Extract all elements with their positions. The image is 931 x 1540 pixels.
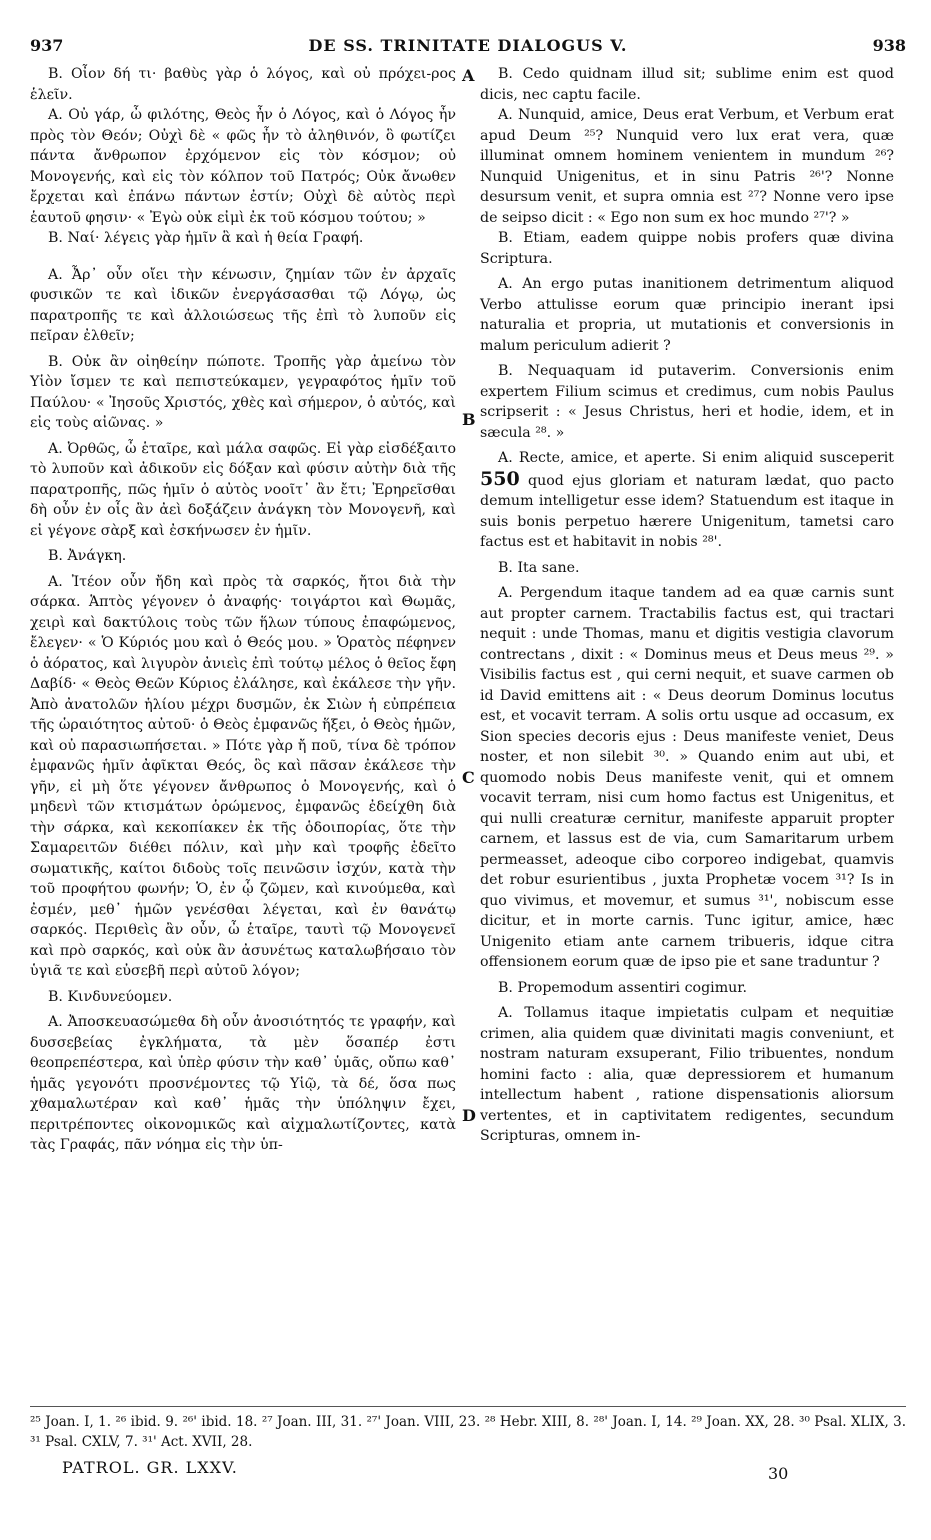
latin-text: A. Recte, amice, et aperte. Si enim aliquid susceperit [498, 450, 894, 466]
section-marker-a: A [462, 66, 475, 85]
running-header [30, 36, 906, 60]
running-title: DE SS. TRINITATE DIALOGUS V. [308, 36, 628, 55]
greek-paragraph: A. Ἀποσκευασώμεθα δὴ οὖν ἀνοσιότητός τε γραφήν, καὶ δυσσεβείας ἐγκλήματα, τὰ μὲν ὅσαπέρ ἐστι θεοπρεπέστερα, καὶ ὑπὲρ φύσιν τὴν καθ᾽ ὑμᾶς, οὔπω καθ᾽ ἡμᾶς γεγονότι προσνέμοντες τῷ Υἱῷ, τὰ δέ, ὅσα πως χθαμαλωτέραν καὶ καθ᾽ ἡμᾶς τὴν ὑπόληψιν ἔχει, περιτρέποντες οἰκονομικῶς καὶ αἰχμαλωτίζοντες, κατὰ τὰς Γραφάς, πᾶν νόημα εἰς τὴν ὑπ- [30, 1014, 456, 1153]
greek-paragraph: B. Ἀνάγκη. [48, 548, 127, 564]
footnote-rule [30, 1406, 906, 1407]
latin-paragraph: A. An ergo putas inanitionem detrimentum aliquod Verbo attulisse eorum quæ principio inerant ipsi naturalia et propria, ut mutationis et conversionis in malum periculum adierit ? [480, 276, 894, 354]
greek-paragraph: A. Ἰτέον οὖν ἤδη καὶ πρὸς τὰ σαρκός, ἤτοι διὰ τὴν σάρκα. Ἁπτὸς γέγονεν ὁ ἀναφής· τοιγάρτοι καὶ Θωμᾶς, χειρὶ καὶ δακτύλοις τοὺς τῶν ἥλων τύπους ἐπαφώμενος, ἔλεγεν· « Ὁ Κύριός μου καὶ ὁ Θεός μου. » Ὁρατὸς πέφηνεν ὁ ἀόρατος, καὶ λιγυρὸν ἀνιεὶς ἐπὶ τούτῳ μέλος ὁ θεῖος ἔφη Δαβίδ· « Θεὸς Θεῶν Κύριος ἐλάλησε, καὶ ἐκάλεσε τὴν γῆν. Ἀπὸ ἀνατολῶν ἡλίου μέχρι δυσμῶν, ἐκ Σιὼν ἡ εὐπρέπεια τῆς ὡραιότητος αὐτοῦ· ὁ Θεὸς ἐμφανῶς ἥξει, ὁ Θεὸς ἡμῶν, καὶ οὐ παρασιωπήσεται. » Πότε γὰρ ἤ ποῦ, τίνα δὲ τρόπον ἐμφανῶς ἡμῖν ἀφῖκται Θεός, ὃς καὶ πᾶσαν ἐκάλεσε τὴν γῆν, εἰ μὴ ὅτε γέγονεν ἄνθρωπος ὁ Μονογενής, καὶ ὁ μηδενὶ τῶν κτισμάτων ὁρώμενος, ἐμφανῶς ἐδείχθη διὰ τὴν σάρκα, καὶ κεκοπίακεν ἐκ τῆς ὁδοιπορίας, ὅτε τὴν Σαμαρειτῶν διέθει πόλιν, καὶ μὴν καὶ τροφῆς ἐδεῖτο σωματικῆς, καίτοι διδοὺς τοῖς πεινῶσιν ἰσχύν, κατὰ τὴν τοῦ προφήτου φωνήν; Ὁ, ἐν ᾧ ζῶμεν, καὶ κινούμεθα, καὶ ἐσμέν, μεθ᾽ ἡμῶν γενέσθαι λέγεται, καὶ ἐν θανάτῳ σαρκός. Περιθεὶς ἂν οὖν, ὦ ἑταῖρε, ταυτὶ τῷ Μονογενεῖ καὶ πρὸ σαρκός, καὶ οὐκ ἂν ἀσυνέτως καταλωβήσαιο τὸν ὑγιᾶ τε καὶ εὐσεβῆ περὶ αὐτοῦ λόγον; [30, 573, 456, 979]
latin-paragraph: A. Tollamus itaque impietatis culpam et nequitiæ crimen, alia quidem quæ divinitati magis conveniunt, et nostram naturam exsuperant, Filio tribuentes, nondum homini facto : alia, quæ depressiorem et humanum intellectum habent , ratione dispensationis aliorsum vertentes, et in captivitatem redigentes, secundum Scripturas, omnem in- [480, 1005, 894, 1144]
latin-text: quod ejus gloriam et naturam lædat, quo pacto demum intelligetur esse idem? Statuendum est itaque in suis bonis perpetuo hærere Unigenitum, tametsi caro factus est et habitavit in nobis ²⁸'. [480, 472, 895, 550]
latin-paragraph: A. Nunquid, amice, Deus erat Verbum, et Verbum erat apud Deum ²⁵? Nunquid vero lux erat vera, quæ illuminat omnem hominem venientem in mundum ²⁶? Nunquid Unigenitus, et in sinu Patris ²⁶'? Nonne desursum venit, et supra omnia est ²⁷? Nonne vero ipse de seipso dicit : « Ego non sum ex hoc mundo ²⁷'? » [480, 107, 894, 226]
latin-paragraph: B. Nequaquam id putaverim. Conversionis enim expertem Filium scimus et credimus, cum nobis Paulus scripserit : « Jesus Christus, heri et hodie, idem, et in sæcula ²⁸. » [480, 363, 894, 441]
section-marker-d: D [462, 1106, 476, 1125]
greek-paragraph: B. Ναί· λέγεις γὰρ ἡμῖν ἃ καὶ ἡ θεία Γραφή. [48, 230, 364, 246]
page-number-left: 937 [30, 36, 64, 55]
latin-paragraph: A. Pergendum itaque tandem ad ea quæ carnis sunt aut propter carnem. Tractabilis factus est, qui tractari nequit : unde Thomas, manu et digitis vestigia clavorum contrectans , dixit : « Dominus meus et Deus meus ²⁹. » Visibilis factus est , qui cerni nequit, et suave carmen ob id David emittens ait : « Deus deorum Dominus locutus est, et vocavit terram. A solis ortu usque ad occasum, ex Sion species decoris ejus : Deus manifeste veniet, Deus noster, et non silebit ³⁰. » Quando enim aut ubi, et quomodo nobis Deus manifeste venit, qui et omnem vocavit terram, nisi cum homo factus est Unigenitus, et qui nulli creaturæ cernitur, manifeste apparuit propter carnem, et lassus est de via, cum Samaritarum urbem permeasset, adeoque cibo corporeo indigebat, quamvis det robur esurientibus , juxta Prophetæ vocem ³¹? Is in quo vivimus, et movemur, et sumus ³¹', nobiscum esse dicitur, et in morte carnis. Tunc igitur, amice, hæc Unigenito etiam ante carnem tribueris, idque citra offensionem eorum quæ de ipso pie et sane traduntur ? [480, 585, 894, 970]
greek-paragraph: A. Οὐ γάρ, ὦ φιλότης, Θεὸς ἦν ὁ Λόγος, καὶ ὁ Λόγος ἦν πρὸς τὸν Θεόν; Οὐχὶ δὲ « φῶς ἦν τὸ ἀληθινόν, ὃ φωτίζει πάντα ἄνθρωπον ἐρχόμενον εἰς τὸν κόσμον; οὐ Μονογενής, καὶ εἰς τὸν κόλπον τοῦ Πατρός; Οὐκ ἄνωθεν ἔρχεται καὶ ἐπάνω πάντων ἐστίν; Οὐχὶ δὲ αὐτὸς περὶ ἑαυτοῦ φησιν· « Ἐγὼ οὐκ εἰμὶ ἐκ τοῦ κόσμου τούτου; » [30, 107, 456, 226]
latin-paragraph: B. Etiam, eadem quippe nobis profers quæ divina Scriptura. [480, 230, 894, 267]
greek-paragraph: B. Οἶον δή τι· βαθὺς γὰρ ὁ λόγος, καὶ οὐ πρόχει-ρος ἑλεῖν. [30, 66, 456, 103]
latin-paragraph [480, 448, 894, 553]
signature-number: 30 [768, 1464, 789, 1483]
section-marker-b: B [462, 410, 476, 429]
greek-column [30, 64, 456, 1156]
latin-paragraph: B. Cedo quidnam illud sit; sublime enim est quod dicis, nec captu facile. [480, 66, 894, 103]
latin-column [480, 64, 894, 1147]
section-marker-c: C [462, 768, 475, 787]
series-title: PATROL. GR. LXXV. [62, 1458, 238, 1477]
latin-paragraph: B. Ita sane. [498, 559, 580, 576]
greek-paragraph: A. Ὀρθῶς, ὦ ἑταῖρε, καὶ μάλα σαφῶς. Εἰ γὰρ εἰσδέξαιτο τὸ λυποῦν καὶ ἀδικοῦν εἰς δόξαν καὶ φύσιν αὐτὴν διὰ τῆς παρατροπῆς, πῶς ἡμῖν ὁ αὐτὸς νοοῖτ᾽ ἂν ἔτι; Ἐρηρεῖσθαι δὴ οὖν ἐν οἷς ἂν ἀεὶ δοξάζειν ἀνάγκη τὸν Μονογενῆ, καὶ εἰ γέγονε σὰρξ καὶ ἐσκήνωσεν ἐν ἡμῖν. [30, 440, 456, 539]
page-number-right: 938 [872, 36, 906, 55]
greek-paragraph: A. Ἆρ᾽ οὖν οἴει τὴν κένωσιν, ζημίαν τῶν ἐν ἀρχαῖς φυσικῶν τε καὶ ἰδικῶν ἐνεργάσασθαι τῷ Λόγῳ, ὡς παρατροπῆς τε καὶ ἀλλοιώσεως τῆς ἐπὶ τὸ λυποῦν εἰς πεῖραν ἐλθεῖν; [30, 266, 456, 344]
greek-paragraph: B. Οὐκ ἂν οἰηθείην πώποτε. Τροπῆς γὰρ ἀμείνω τὸν Υἱὸν ἴσμεν τε καὶ πεπιστεύκαμεν, γεγραφότος ἡμῖν τοῦ Παύλου· « Ἰησοῦς Χριστός, χθὲς καὶ σήμερον, ὁ αὐτός, καὶ εἰς τοὺς αἰῶνας. » [30, 353, 456, 431]
column-number: 550 [480, 467, 520, 490]
footnotes: ²⁵ Joan. I, 1. ²⁶ ibid. 9. ²⁶' ibid. 18. ²⁷ Joan. III, 31. ²⁷' Joan. VIII, 23. ²⁸ Hebr. XIII, 8. ²⁸' Joan. I, 14. ²⁹ Joan. XX, 28. ³⁰ Psal. XLIX, 3. ³¹ Psal. CXLV, 7. ³¹' Act. XVII, 28. [30, 1414, 906, 1450]
greek-paragraph: B. Κινδυνεύομεν. [48, 988, 173, 1005]
latin-paragraph: B. Propemodum assentiri cogimur. [498, 979, 748, 996]
